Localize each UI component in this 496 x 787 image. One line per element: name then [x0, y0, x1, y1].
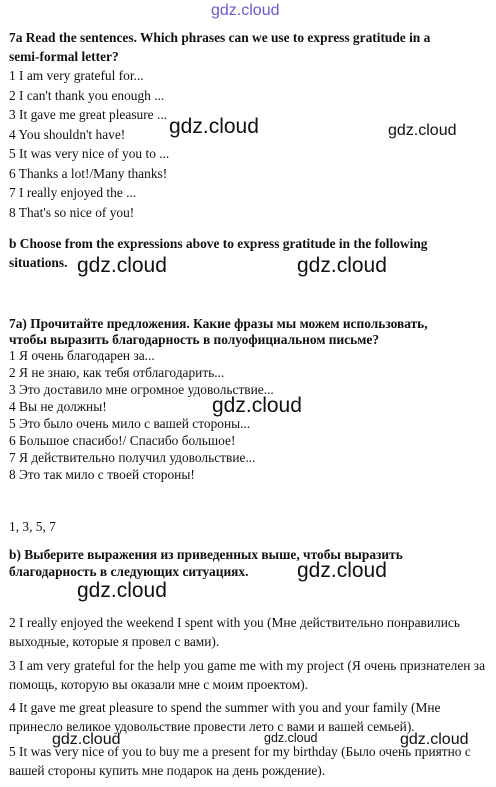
phrase-item-ru: 5 Это было очень мило с вашей стороны... — [9, 416, 251, 431]
phrase-item: 4 You shouldn't have! — [9, 127, 126, 142]
answer-7a: 1, 3, 5, 7 — [9, 519, 56, 534]
phrase-item-ru: 4 Вы не должны! — [9, 399, 107, 414]
exercise-7a-heading-line1: 7a Read the sentences. Which phrases can we use to express gratitude in a — [9, 30, 431, 45]
phrase-item-ru: 3 Это доставило мне огромное удовольствие... — [9, 382, 274, 397]
answer-b-item: 2 I really enjoyed the weekend I spent with you (Мне действительно понравились выходные, которые я провел с вами). — [9, 615, 460, 649]
exercise-b-heading-line2: situations. — [9, 255, 68, 270]
exercise-b-heading-line1: b Choose from the expressions above to express gratitude in the following — [9, 236, 428, 251]
watermark: gdz.cloud — [264, 731, 318, 745]
watermark: gdz.cloud — [77, 254, 167, 277]
watermark: gdz.cloud — [52, 731, 121, 748]
answer-b-item: 3 I am very grateful for the help you game me with my project (Я очень признателен за помощь, которую вы оказали мне с моим проектом). — [9, 658, 486, 692]
phrase-item: 3 It gave me great pleasure ... — [9, 107, 168, 122]
watermark: gdz.cloud — [400, 731, 469, 748]
phrase-item: 1 I am very grateful for... — [9, 68, 144, 83]
answer-b-item: 4 It gave me great pleasure to spend the summer with you and your family (Мне принесло великое удовольствие провести лето с вами и вашей семьей). — [9, 700, 441, 734]
phrase-item-ru: 6 Большое спасибо!/ Спасибо большое! — [9, 433, 236, 448]
exercise-7a-ru-heading-line2: чтобы выразить благодарность в полуофициальном письме? — [9, 332, 380, 347]
phrase-item: 8 That's so nice of you! — [9, 205, 135, 220]
watermark: gdz.cloud — [297, 254, 387, 277]
exercise-b-ru-heading-line2: благодарность в следующих ситуациях. — [9, 564, 249, 579]
phrase-item: 2 I can't thank you enough ... — [9, 88, 165, 103]
exercise-7a-ru-heading-line1: 7a) Прочитайте предложения. Какие фразы мы можем использовать, — [9, 316, 428, 331]
watermark: gdz.cloud — [77, 579, 167, 602]
phrase-item-ru: 1 Я очень благодарен за... — [9, 348, 155, 363]
watermark: gdz.cloud — [297, 559, 387, 582]
phrase-item-ru: 8 Это так мило с твоей стороны! — [9, 467, 195, 482]
phrase-item: 5 It was very nice of you to ... — [9, 146, 170, 161]
watermark-top: gdz.cloud — [211, 2, 280, 19]
answer-b-item: 5 It was very nice of you to buy me a present for my birthday (Было очень приятно с вашей стороны купить мне подарок на день рождение). — [9, 744, 471, 778]
watermark: gdz.cloud — [212, 394, 302, 417]
watermark: gdz.cloud — [388, 122, 457, 139]
phrase-item: 6 Thanks a lot!/Many thanks! — [9, 166, 168, 181]
exercise-7a-heading-line2: semi-formal letter? — [9, 49, 119, 64]
exercise-b-ru-heading-line1: b) Выберите выражения из приведенных выше, чтобы выразить — [9, 547, 403, 562]
phrase-item-ru: 7 Я действительно получил удовольствие... — [9, 450, 256, 465]
phrase-item: 7 I really enjoyed the ... — [9, 185, 137, 200]
phrase-item-ru: 2 Я не знаю, как тебя отблагодарить... — [9, 365, 225, 380]
watermark: gdz.cloud — [169, 115, 259, 138]
